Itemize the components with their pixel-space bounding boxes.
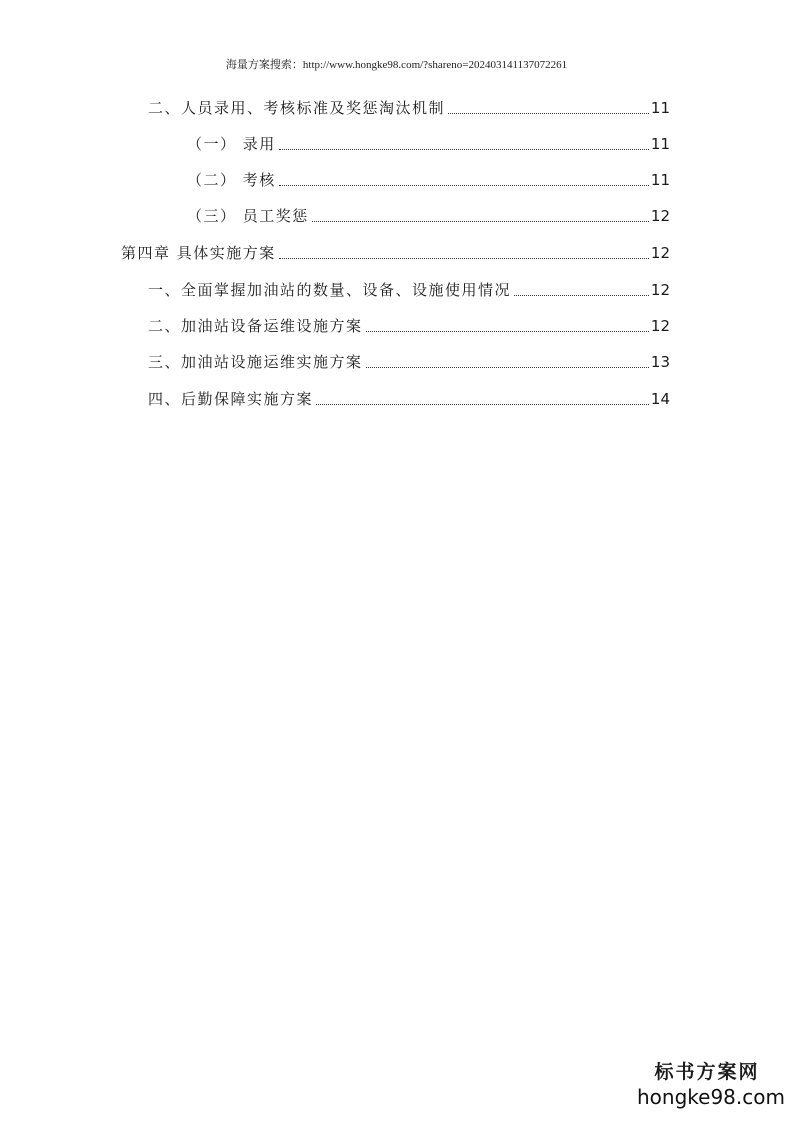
site-watermark [637, 1060, 785, 1110]
toc-entry[interactable] [187, 133, 670, 155]
toc-entry-title: （一） 录用 [187, 135, 276, 153]
toc-dot-leader [366, 331, 649, 332]
toc-entry[interactable] [121, 242, 670, 264]
toc-entry-title: 一、全面掌握加油站的数量、设备、设施使用情况 [148, 281, 512, 299]
toc-page-number: 13 [650, 353, 670, 371]
watermark-en-text: hongke98.com [637, 1085, 785, 1109]
toc-entry[interactable] [148, 388, 670, 410]
watermark-cn-text: 标书方案网 [654, 1061, 760, 1083]
toc-dot-leader [312, 221, 649, 222]
toc-page-number: 11 [650, 99, 670, 117]
toc-entry-title: 二、加油站设备运维设施方案 [148, 317, 363, 335]
toc-entry[interactable] [148, 279, 670, 301]
toc-dot-leader [279, 258, 649, 259]
toc-entry-title: 四、后勤保障实施方案 [148, 390, 314, 408]
toc-dot-leader [316, 404, 649, 405]
toc-entry-title: 第四章 具体实施方案 [121, 244, 276, 262]
toc-page-number: 12 [650, 244, 670, 262]
toc-entry-title: 二、人员录用、考核标准及奖惩淘汰机制 [148, 99, 446, 117]
toc-page-number: 12 [650, 281, 670, 299]
toc-entry-title: （二） 考核 [187, 171, 276, 189]
toc-dot-leader [366, 367, 649, 368]
toc-page-number: 11 [650, 171, 670, 189]
toc-dot-leader [448, 113, 649, 114]
toc-entry[interactable] [148, 315, 670, 337]
toc-dot-leader [279, 185, 649, 186]
toc-entry-title: 三、加油站设施运维实施方案 [148, 353, 363, 371]
toc-page-number: 12 [650, 317, 670, 335]
toc-entry-title: （三） 员工奖惩 [187, 207, 309, 225]
toc-entry[interactable] [148, 351, 670, 373]
toc-entry[interactable] [148, 97, 670, 119]
toc-dot-leader [279, 149, 649, 150]
toc-dot-leader [514, 295, 649, 296]
toc-page-number: 14 [650, 390, 670, 408]
toc-entry[interactable] [187, 169, 670, 191]
toc-entry[interactable] [187, 205, 670, 227]
toc-page-number: 11 [650, 135, 670, 153]
header-url: 海量方案搜索：http://www.hongke98.com/?shareno=202403141137072261 [225, 59, 568, 71]
toc-page-number: 12 [650, 207, 670, 225]
